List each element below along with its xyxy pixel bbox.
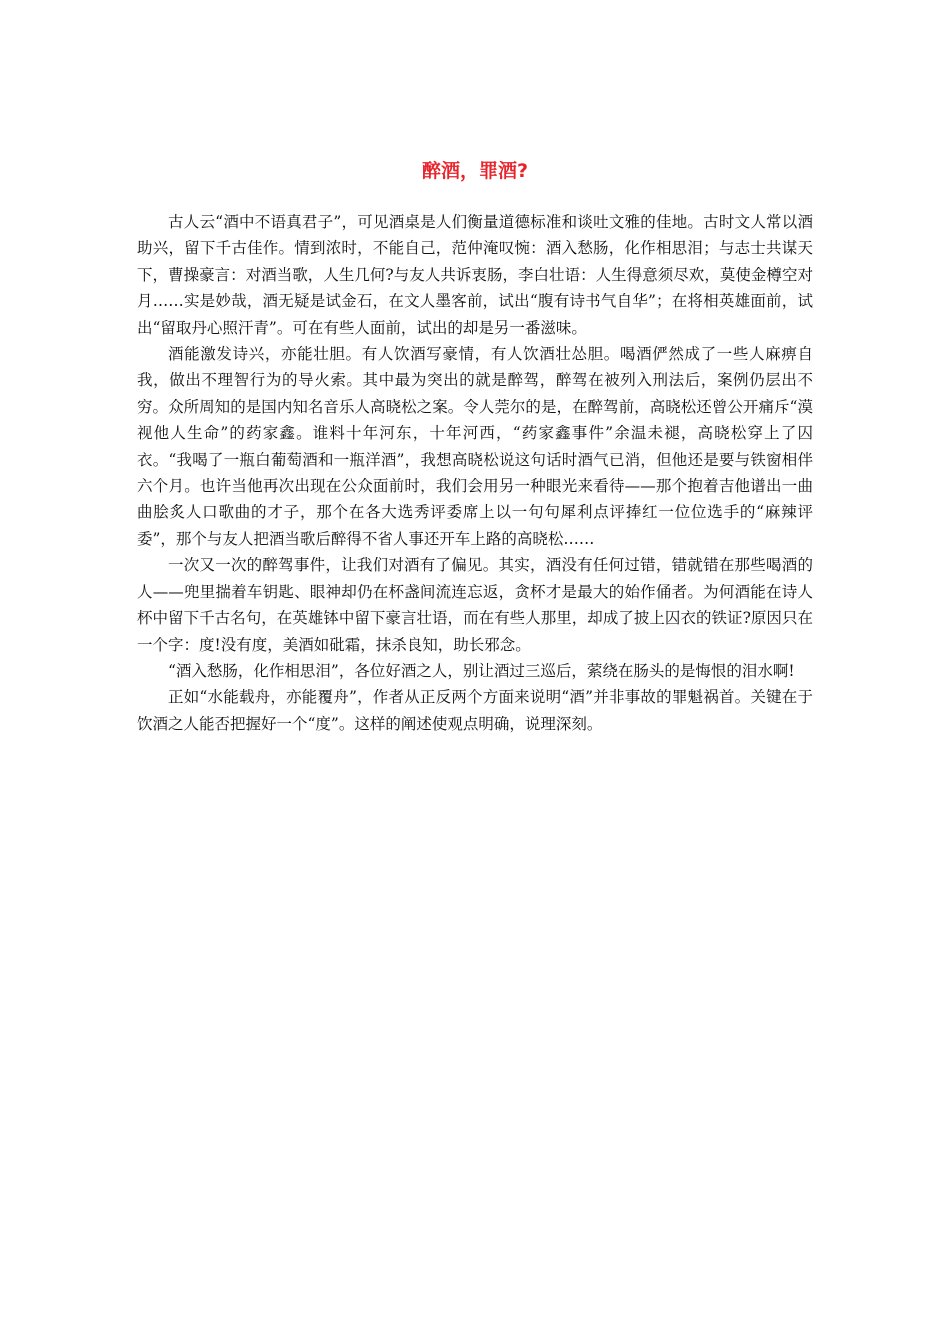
paragraph: “酒入愁肠，化作相思泪”，各位好酒之人，别让酒过三巡后，萦绕在肠头的是悔恨的泪水啊!	[168, 661, 795, 680]
paragraph: 一次又一次的醉驾事件，让我们对酒有了偏见。其实，酒没有任何过错，错就错在那些喝酒的人——兜里揣着车钥匙、眼神却仍在杯盏间流连忘返，贪杯才是最大的始作俑者。为何酒能在诗人杯中留下千古名句，在英雄钵中留下豪言壮语，而在有些人那里，却成了披上囚衣的铁证?原因只在一个字：度!没有度，美酒如砒霜，抹杀良知，助长邪念。	[137, 556, 813, 654]
paragraph: 正如“水能载舟，亦能覆舟”，作者从正反两个方面来说明“酒”并非事故的罪魁祸首。关键在于饮酒之人能否把握好一个“度”。这样的阐述使观点明确，说理深刻。	[137, 688, 813, 733]
paragraph: 酒能激发诗兴，亦能壮胆。有人饮酒写豪情，有人饮酒壮怂胆。喝酒俨然成了一些人麻痹自我，做出不理智行为的导火索。其中最为突出的就是醉驾，醉驾在被列入刑法后，案例仍层出不穷。众所周知的是国内知名音乐人高晓松之案。令人莞尔的是，在醉驾前，高晓松还曾公开痛斥“漠视他人生命”的药家鑫。谁料十年河东，十年河西，“药家鑫事件”余温未褪，高晓松穿上了囚衣。“我喝了一瓶白葡萄酒和一瓶洋酒”，我想高晓松说这句话时酒气已消，但他还是要与铁窗相伴六个月。也许当他再次出现在公众面前时，我们会用另一种眼光来看待——那个抱着吉他谱出一曲曲脍炙人口歌曲的才子，那个在各大选秀评委席上以一句句犀利点评捧红一位位选手的“麻辣评委”，那个与友人把酒当歌后醉得不省人事还开车上路的高晓松……	[137, 345, 813, 548]
document-body	[137, 209, 813, 737]
document-title: 醉酒，罪酒?	[421, 160, 529, 182]
paragraph: 古人云“酒中不语真君子”，可见酒桌是人们衡量道德标准和谈吐文雅的佳地。古时文人常以酒助兴，留下千古佳作。情到浓时，不能自己，范仲淹叹惋：酒入愁肠，化作相思泪；与志士共谋天下，曹操豪言：对酒当歌，人生几何?与友人共诉衷肠，李白壮语：人生得意须尽欢，莫使金樽空对月……实是妙哉，酒无疑是试金石，在文人墨客前，试出“腹有诗书气自华”；在将相英雄面前，试出“留取丹心照汗青”。可在有些人面前，试出的却是另一番滋味。	[137, 213, 813, 337]
